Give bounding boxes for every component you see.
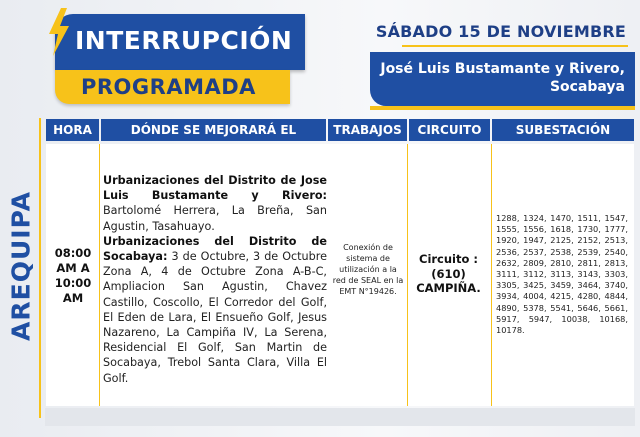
cell-hora: 08:00 AM A 10:00 AM (54, 246, 92, 305)
donde-title-2: Urbanizaciones del Distrito de Socabaya: (103, 234, 327, 264)
header-donde: DÓNDE SE MEJORARÁ EL (101, 119, 326, 141)
title-line1: INTERRUPCIÓN (75, 26, 293, 55)
donde-text-1: Bartolomé Herrera, La Breña, San Agustin, Tasahuayo. (103, 204, 327, 233)
header-circuito: CIRCUITO (409, 119, 490, 141)
cell-subestacion: 1288, 1324, 1470, 1511, 1547, 1555, 1556, 1618, 1730, 1777, 1920, 1947, 2125, 2152, 2513, 2536, 2537, 2538, 2539, 2540, 2632, 2809, 2810, 2811, 2813, 3111, 3112, 3113, 3143, 3303, 3305, 3425, 3459, 3464, 3740, 3934, 4004, 4215, 4280, 4844, 4890, 5378, 5541, 5646, 5661, 5917, 5947, 10038, 10168, 10178. (496, 213, 628, 336)
region-label: AREQUIPA (6, 191, 36, 341)
cell-trabajos: Conexión de sistema de utilización a la red de SEAL en la EMT N°19426. (332, 243, 404, 296)
subtitle-banner (55, 70, 290, 104)
location-line2: Socabaya (549, 79, 625, 95)
header-subestacion: SUBESTACIÓN (492, 119, 634, 141)
cell-donde (103, 173, 327, 386)
location-accent (370, 106, 635, 110)
date-underline (402, 45, 628, 47)
footer-bar (45, 408, 635, 426)
region-sidebar (0, 118, 42, 408)
lightning-bolt-icon (47, 8, 71, 56)
region-divider (39, 118, 41, 418)
title-banner (55, 14, 305, 70)
date-label: SÁBADO 15 DE NOVIEMBRE (375, 22, 626, 41)
donde-title-1: Urbanizaciones del Distrito de Jose Luis Bustamante y Rivero: (103, 174, 327, 203)
location-box (370, 52, 635, 106)
title-line2: PROGRAMADA (81, 75, 256, 99)
header-hora: HORA (46, 119, 99, 141)
donde-text-2: 3 de Octubre, 3 de Octubre Zona A, 4 de Octubre Zona A-B-C, Ampliacion San Agustin, Chavez Castillo, Coscollo, El Corredor del Golf, El Eden de Lara, El Ensueño Golf, Jesus Nazareno, La Campiña IV, La Serena, Residencial El Golf, San Martin de Socabaya, Trebol Santa Clara, Villa El Golf. (103, 250, 327, 385)
header-trabajos: TRABAJOS (328, 119, 407, 141)
cell-circuito: Circuito : (610) CAMPIÑA. (416, 252, 481, 295)
location-line1: José Luis Bustamante y Rivero, (380, 61, 625, 77)
